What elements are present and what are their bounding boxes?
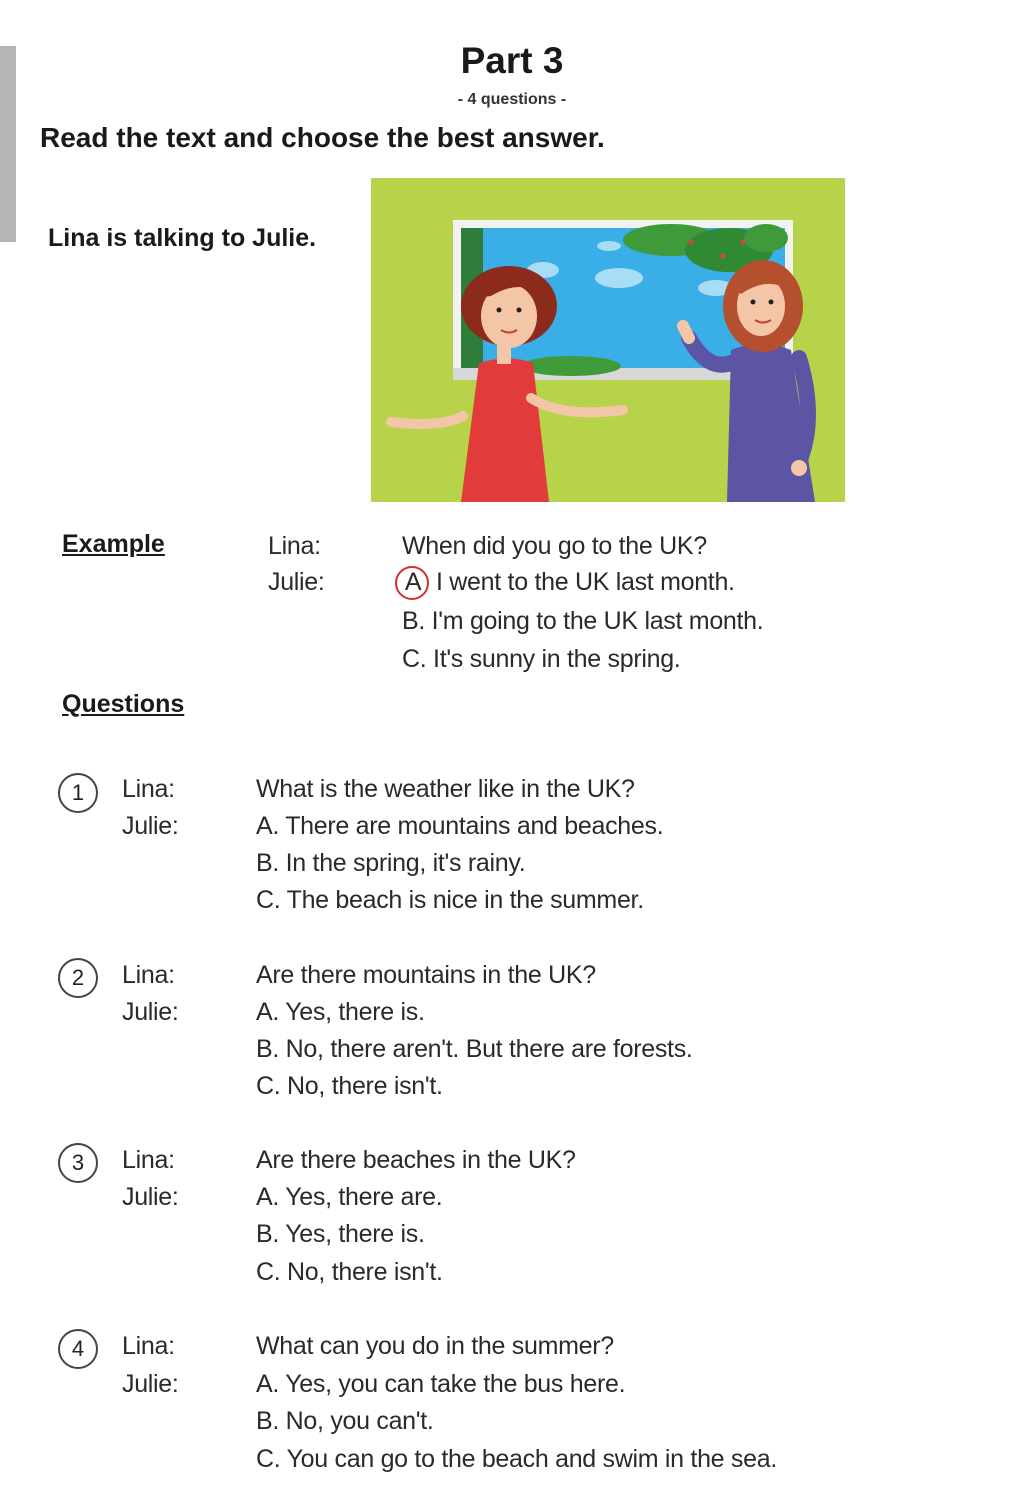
q2-speaker-julie: Julie:	[122, 998, 179, 1026]
page-subtitle: - 4 questions -	[457, 91, 567, 108]
q2-option-c[interactable]: C. No, there isn't.	[256, 1072, 443, 1100]
questions-heading: Questions	[62, 690, 185, 718]
q3-speaker-lina: Lina:	[122, 1146, 175, 1174]
example-option-b: B. I'm going to the UK last month.	[402, 607, 764, 635]
q4-speaker-julie: Julie:	[122, 1370, 179, 1398]
q1-speaker-julie: Julie:	[122, 812, 179, 840]
q1-option-b[interactable]: B. In the spring, it's rainy.	[256, 849, 526, 877]
q1-option-a[interactable]: A. There are mountains and beaches.	[256, 812, 664, 840]
example-question: When did you go to the UK?	[402, 532, 707, 560]
q2-option-b[interactable]: B. No, there aren't. But there are forests.	[256, 1035, 693, 1063]
question-number-1: 1	[58, 773, 98, 813]
example-heading: Example	[62, 530, 165, 558]
q3-speaker-julie: Julie:	[122, 1183, 179, 1211]
q2-option-a[interactable]: A. Yes, there is.	[256, 998, 425, 1026]
q3-option-c[interactable]: C. No, there isn't.	[256, 1258, 443, 1286]
q3-option-b[interactable]: B. Yes, there is.	[256, 1220, 425, 1248]
question-number-2: 2	[58, 958, 98, 998]
question-number-4: 4	[58, 1329, 98, 1369]
q1-option-c[interactable]: C. The beach is nice in the summer.	[256, 886, 644, 914]
example-answer-letter: A	[404, 568, 422, 596]
question-number-3: 3	[58, 1143, 98, 1183]
example-option-a: I went to the UK last month.	[436, 568, 735, 596]
instruction: Read the text and choose the best answer.	[40, 122, 605, 153]
intro-text: Lina is talking to Julie.	[48, 224, 317, 252]
two-women-talking-illustration	[371, 178, 845, 502]
q2-speaker-lina: Lina:	[122, 961, 175, 989]
q4-option-c[interactable]: C. You can go to the beach and swim in the sea.	[256, 1445, 777, 1473]
example-option-c: C. It's sunny in the spring.	[402, 645, 681, 673]
q4-question: What can you do in the summer?	[256, 1332, 614, 1360]
q4-option-a[interactable]: A. Yes, you can take the bus here.	[256, 1370, 626, 1398]
example-speaker-julie: Julie:	[268, 568, 325, 596]
q3-option-a[interactable]: A. Yes, there are.	[256, 1183, 443, 1211]
q4-speaker-lina: Lina:	[122, 1332, 175, 1360]
q4-option-b[interactable]: B. No, you can't.	[256, 1407, 434, 1435]
q3-question: Are there beaches in the UK?	[256, 1146, 576, 1174]
q1-question: What is the weather like in the UK?	[256, 775, 635, 803]
example-speaker-lina: Lina:	[268, 532, 321, 560]
q1-speaker-lina: Lina:	[122, 775, 175, 803]
page-title: Part 3	[460, 40, 564, 81]
q2-question: Are there mountains in the UK?	[256, 961, 596, 989]
